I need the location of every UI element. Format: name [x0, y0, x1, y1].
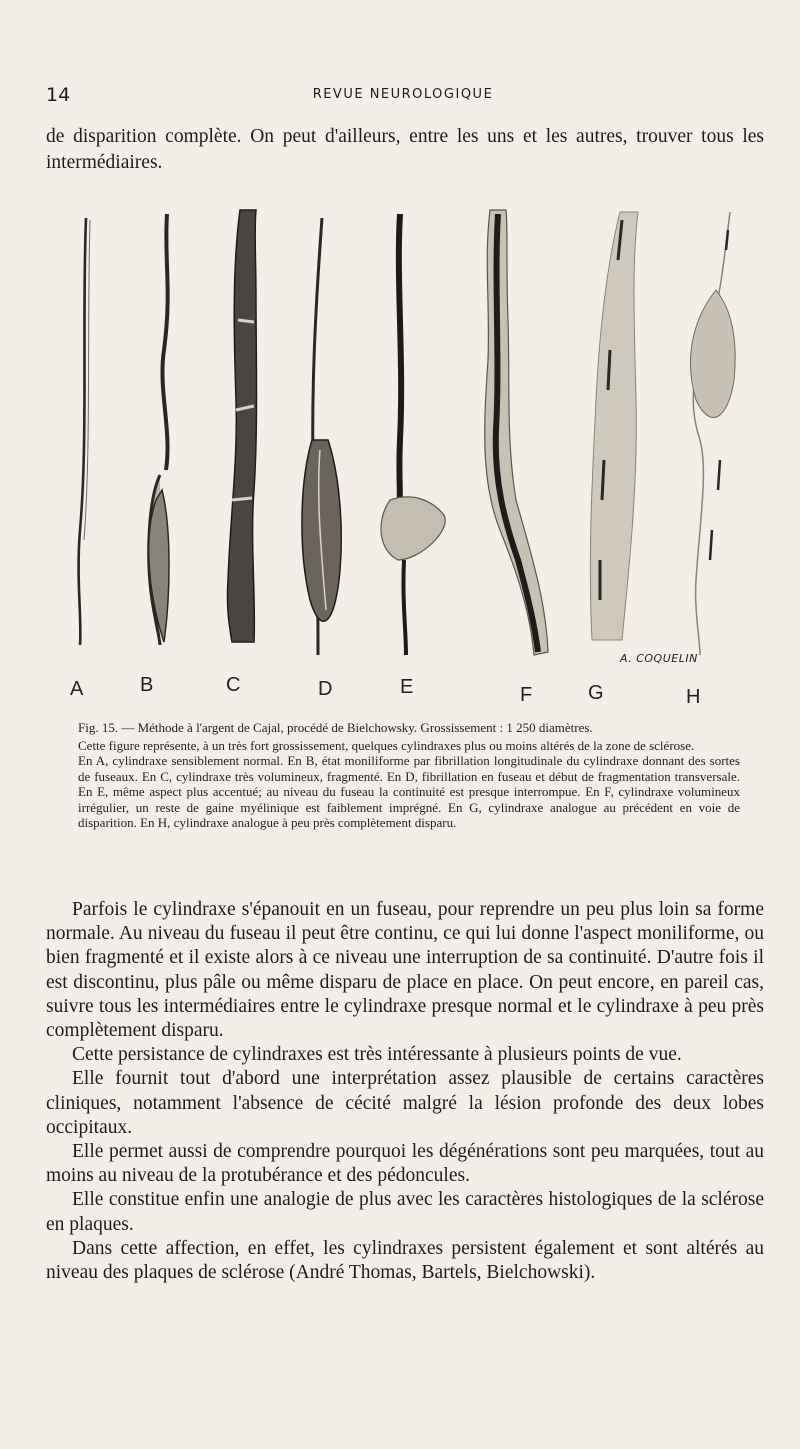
axon-d — [302, 218, 341, 655]
figure-label-b: B — [140, 674, 154, 696]
figure-label-c: C — [226, 674, 241, 696]
figure-label-a: A — [70, 678, 84, 700]
illustrator-signature: A. COQUELIN — [620, 652, 698, 665]
figure-label-d: D — [318, 678, 333, 700]
axon-f — [485, 210, 548, 655]
figure-15 — [60, 200, 760, 720]
figure-label-g: G — [588, 682, 604, 704]
axon-illustration — [60, 200, 760, 720]
figure-legend-line: Cette figure représente, à un très fort grossissement, quelques cylindraxes plus ou moins altérés de la zone de sclérose. — [78, 737, 695, 753]
figure-label-h: H — [686, 686, 701, 708]
figure-label-e: E — [400, 676, 414, 698]
body-paragraph: Cette persistance de cylindraxes est très intéressante à plusieurs points de vue. — [72, 1044, 682, 1066]
axon-h — [690, 212, 735, 655]
figure-legend-line: En A, cylindraxe sensiblement normal. En B, état moniliforme par fibrillation longitudinale du cylindraxe donnant des sortes de fuseaux. En C, cylindraxe très volumineux, fragmenté. En D, fibrillation en fuseau et début de fragmentation transversale. En E, même aspect plus accentué; au niveau du fuseau la continuité est presque interrompue. En F, cylindraxe volumineux irrégulier, un reste de gaine myélinique est faiblement imprégné. En G, cylindraxe analogue au précédent en voie de disparition. En H, cylindraxe analogue à peu près complètement disparu. — [78, 753, 740, 830]
axon-e — [381, 214, 445, 655]
body-paragraph: Elle constitue enfin une analogie de plus avec les caractères histologiques de la sclérose en plaques. — [46, 1189, 764, 1235]
figure-label-f: F — [520, 684, 533, 706]
body-paragraph: Parfois le cylindraxe s'épanouit en un fuseau, pour reprendre un peu plus loin sa forme normale. Au niveau du fuseau il peut être continu, ce qui lui donne l'aspect moniliforme, ou bien fragmenté et il existe alors à ce niveau une interruption de sa continuité. D'autre fois il est discontinu, plus pâle ou même disparu de place en place. On peut encore, en pareil cas, suivre tous les intermédiaires entre le cylindraxe presque normal et le cylindraxe à peu près complètement disparu. — [46, 899, 764, 1042]
axon-a — [79, 218, 90, 645]
running-title: REVUE NEUROLOGIQUE — [312, 87, 494, 102]
body-text — [46, 898, 764, 1285]
axon-b — [149, 214, 169, 645]
body-paragraph: Dans cette affection, en effet, les cylindraxes persistent également et sont altérés au niveau des plaques de sclérose (André Thomas, Bartels, Bielchowski). — [46, 1237, 764, 1284]
axon-c — [227, 210, 256, 642]
axon-g — [590, 212, 638, 640]
page-number: 14 — [46, 84, 71, 106]
figure-caption: Fig. 15. — Méthode à l'argent de Cajal, procédé de Bielchowsky. Grossissement : 1 250 diamètres. — [78, 720, 593, 735]
body-paragraph: Elle fournit tout d'abord une interprétation assez plausible de certains caractères cliniques, notamment l'absence de cécité malgré la lésion profonde des deux lobes occipitaux. — [46, 1068, 764, 1138]
page-header — [46, 84, 760, 106]
intro-paragraph: de disparition complète. On peut d'ailleurs, entre les uns et les autres, trouver tous les intermédiaires. — [46, 126, 764, 173]
body-paragraph: Elle permet aussi de comprendre pourquoi les dégénérations sont peu marquées, tout au moins au niveau de la protubérance et des pédoncules. — [46, 1141, 764, 1187]
figure-legend — [78, 720, 740, 831]
